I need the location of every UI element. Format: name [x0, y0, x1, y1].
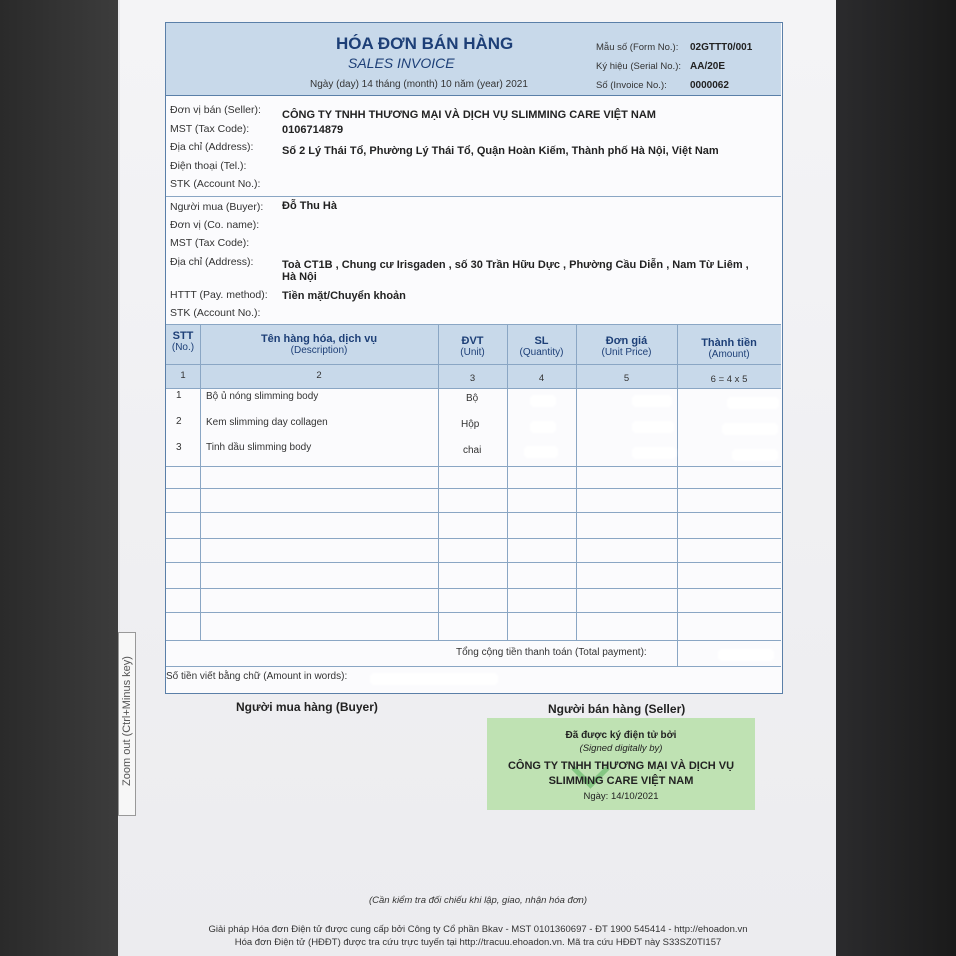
row-no: 1 [176, 390, 182, 401]
buyer-address-line1: Toà CT1B , Chung cư Irisgaden , số 30 Trần Hữu Dực , Phường Cầu Diễn , Nam Từ Liêm , [282, 259, 749, 271]
buyer-address-line2: Hà Nội [282, 271, 317, 283]
col-number: 3 [469, 373, 476, 384]
redacted-amount-words [370, 673, 498, 685]
buyer-company-label: Đơn vị (Co. name): [170, 219, 260, 231]
seller-phone-label: Điện thoại (Tel.): [170, 160, 247, 172]
pay-method-label: HTTT (Pay. method): [170, 289, 268, 301]
seller-tax-label: MST (Tax Code): [170, 123, 250, 135]
col-amount-title: Thành tiền [701, 337, 757, 349]
col-qty-header [507, 335, 576, 358]
buyer-label: Người mua (Buyer): [170, 201, 264, 213]
amount-in-words-label: Số tiền viết bằng chữ (Amount in words): [166, 671, 348, 682]
table-line [166, 666, 781, 667]
table-row-line [166, 466, 781, 467]
row-unit: Hộp [461, 419, 480, 430]
seller-name: CÔNG TY TNHH THƯƠNG MẠI VÀ DỊCH VỤ SLIMMING CARE VIỆT NAM [282, 109, 656, 121]
invoice-subtitle: SALES INVOICE [348, 55, 455, 71]
sign-date: Ngày: 14/10/2021 [583, 791, 659, 802]
col-desc-title: Tên hàng hóa, dịch vụ [260, 333, 378, 345]
redacted-amount [732, 449, 778, 461]
invoice-no-value: 0000062 [690, 80, 729, 91]
col-unit-header [438, 335, 507, 358]
col-desc-sub: (Description) [290, 345, 348, 356]
col-no-header [166, 330, 200, 353]
table-row-line [166, 562, 781, 563]
signer-name-1: CÔNG TY TNHH THƯƠNG MẠI VÀ DỊCH VỤ [507, 760, 735, 772]
redacted-amount [722, 423, 778, 435]
col-number: 1 [180, 370, 186, 381]
seller-address-value: Số 2 Lý Thái Tổ, Phường Lý Thái Tổ, Quận Hoàn Kiếm, Thành phố Hà Nội, Việt Nam [282, 145, 719, 157]
divider [166, 196, 781, 197]
seller-label: Đơn vị bán (Seller): [170, 104, 261, 116]
col-number: 2 [316, 370, 322, 381]
col-number: 4 [538, 373, 545, 384]
col-no-title: STT [172, 330, 194, 342]
table-row-line [166, 512, 781, 513]
buyer-signature-label: Người mua hàng (Buyer) [236, 700, 378, 714]
serial-no-label: Ký hiệu (Serial No.): [596, 61, 682, 72]
table-line [166, 388, 781, 389]
col-price-sub: (Unit Price) [601, 347, 652, 358]
redacted-price [632, 447, 676, 459]
table-line [166, 640, 781, 641]
footer-provider: Giải pháp Hóa đơn Điện tử được cung cấp bởi Công ty Cổ phần Bkav - MST 0101360697 - ĐT 1900 545414 - http://ehoadon.vn [208, 924, 748, 935]
row-desc: Tinh dầu slimming body [206, 442, 312, 453]
form-no-label: Mẫu số (Form No.): [596, 42, 679, 53]
redacted-quantity [530, 395, 556, 407]
table-col-line [507, 324, 508, 640]
seller-address-label: Địa chỉ (Address): [170, 141, 254, 153]
zoom-out-label: Zoom out (Ctrl+Minus key) [121, 656, 133, 786]
table-col-line [576, 324, 577, 640]
col-price-header [576, 335, 677, 358]
row-unit: chai [463, 445, 482, 456]
invoice-date: Ngày (day) 14 tháng (month) 10 năm (year) 2021 [310, 79, 528, 90]
pay-method-value: Tiền mặt/Chuyển khoản [282, 290, 406, 302]
invoice-title: HÓA ĐƠN BÁN HÀNG [336, 34, 514, 53]
redacted-price [632, 395, 672, 407]
col-number: 5 [623, 373, 630, 384]
col-amount-header [677, 337, 781, 360]
col-unit-sub: (Unit) [460, 347, 485, 358]
col-price-title: Đơn giá [605, 335, 648, 347]
signed-by: Đã được ký điện tử bởi [565, 730, 677, 741]
invoice-no-label: Số (Invoice No.): [596, 80, 667, 91]
table-col-line [438, 324, 439, 640]
serial-no-value: AA/20E [690, 61, 726, 72]
form-no-value: 02GTTT0/001 [690, 42, 753, 53]
signer-name-2: SLIMMING CARE VIỆT NAM [548, 775, 694, 787]
row-desc: Bộ ủ nóng slimming body [206, 391, 319, 402]
col-unit-title: ĐVT [461, 335, 484, 347]
row-desc: Kem slimming day collagen [206, 417, 328, 428]
row-no: 2 [176, 416, 182, 427]
table-line [166, 324, 781, 325]
signed-by-en: (Signed digitally by) [579, 743, 663, 754]
redacted-amount [727, 397, 779, 409]
redacted-quantity [524, 446, 558, 458]
row-no: 3 [176, 442, 182, 453]
buyer-account-label: STK (Account No.): [170, 307, 261, 319]
table-row-line [166, 612, 781, 613]
table-row-line [166, 488, 781, 489]
redacted-total [718, 649, 774, 661]
table-line [166, 364, 781, 365]
col-desc-header [200, 333, 438, 356]
redacted-quantity [530, 421, 556, 433]
row-unit: Bộ [466, 393, 479, 404]
table-row-line [166, 588, 781, 589]
footer-lookup: Hóa đơn Điện tử (HĐĐT) được tra cứu trực tuyến tại http://tracuu.ehoadon.vn. Mã tra cứu HĐĐT này S33SZ0TI157 [234, 937, 722, 948]
seller-account-label: STK (Account No.): [170, 178, 261, 190]
total-payment-label: Tổng cộng tiền thanh toán (Total payment): [456, 647, 647, 658]
seller-signature-label: Người bán hàng (Seller) [548, 702, 686, 716]
redacted-price [632, 421, 674, 433]
table-row-line [166, 538, 781, 539]
buyer-name: Đỗ Thu Hà [282, 200, 337, 212]
seller-tax-value: 0106714879 [282, 124, 344, 136]
col-amount-sub: (Amount) [708, 349, 750, 360]
col-number: 6 = 4 x 5 [710, 374, 748, 385]
col-qty-sub: (Quantity) [519, 347, 564, 358]
footer-note: (Cần kiểm tra đối chiếu khi lập, giao, nhận hóa đơn) [368, 895, 588, 906]
buyer-address-label: Địa chỉ (Address): [170, 256, 254, 268]
col-no-sub: (No.) [171, 342, 195, 353]
buyer-tax-label: MST (Tax Code): [170, 237, 250, 249]
col-qty-title: SL [534, 335, 549, 347]
zoom-out-tab[interactable] [118, 632, 136, 816]
